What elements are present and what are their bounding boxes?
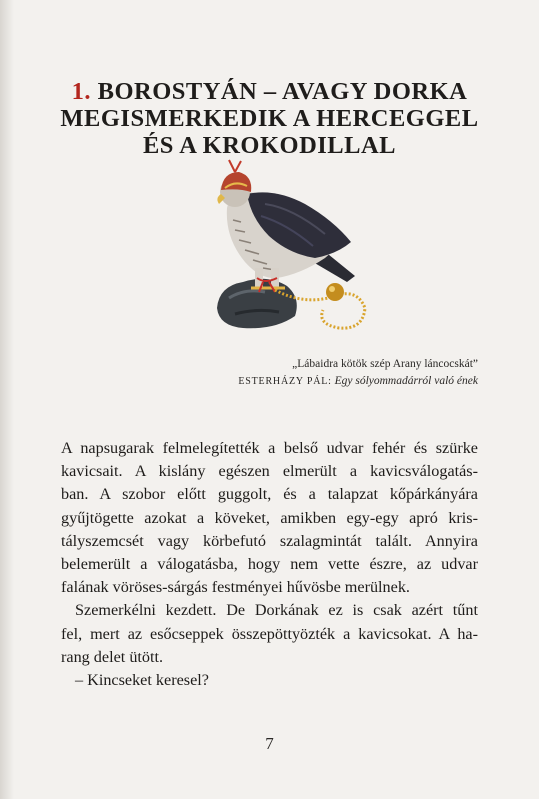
falcon-illustration [205, 158, 385, 338]
body-text [61, 437, 478, 692]
paragraph-2-line-3: rang delet ütött. [61, 647, 164, 666]
paragraph-1-line-5: tályszemcsét vagy körbefutó szalagmintát talált. Annyira [61, 531, 478, 550]
falcon-hood [221, 172, 251, 192]
paragraph-2-line-1: Szemerkélni kezdett. De Dorkának ez is csak azért tűnt [75, 601, 478, 620]
page-number: 7 [265, 734, 274, 753]
paragraph-1-line-6: belemerült a válogatásba, hogy nem vette észre, az udvar [61, 554, 478, 573]
paragraph-1-line-7: falának vöröses-sárgás festményei hűvösbe merülnek. [61, 578, 410, 597]
dialogue-line: – Kincseket keresel? [75, 670, 209, 689]
chapter-heading [0, 78, 539, 159]
epigraph-work: Egy sólyommadárról való ének [334, 375, 478, 387]
epigraph [238, 356, 478, 390]
paragraph-1-line-2: kavicsait. A kislány egészen elmerült a kavicsválogatás- [61, 462, 478, 481]
chapter-title-line-1 [0, 78, 539, 105]
epigraph-quote: „Lábaidra kötök szép Arany láncocskát” [292, 358, 478, 370]
epigraph-attribution [238, 373, 478, 390]
chapter-title-line-2: MEGISMERKEDIK A HERCEGGEL [60, 105, 479, 133]
epigraph-author: ESTERHÁZY PÁL: [238, 376, 332, 387]
paragraph-1-line-4: gyűjtögette azokat a köveket, amikben egy-egy apró kris- [61, 508, 478, 527]
paragraph-2-line-2: fel, mert az esőcseppek összepöttyözték a kavicsokat. A ha- [61, 624, 478, 643]
paragraph-1-line-1: A napsugarak felmelegítették a belső udvar fehér és szürke [61, 439, 478, 457]
chapter-title-text-1: BOROSTYÁN – AVAGY DORKA [97, 78, 468, 106]
hood-plume [229, 160, 241, 172]
golden-bell [326, 283, 344, 301]
chapter-number: 1. [71, 78, 91, 106]
chapter-title-line-3: ÉS A KROKODILLAL [142, 132, 397, 160]
paragraph-1-line-3: ban. A szobor előtt guggolt, és a talapzat kőpárkányára [61, 485, 478, 504]
